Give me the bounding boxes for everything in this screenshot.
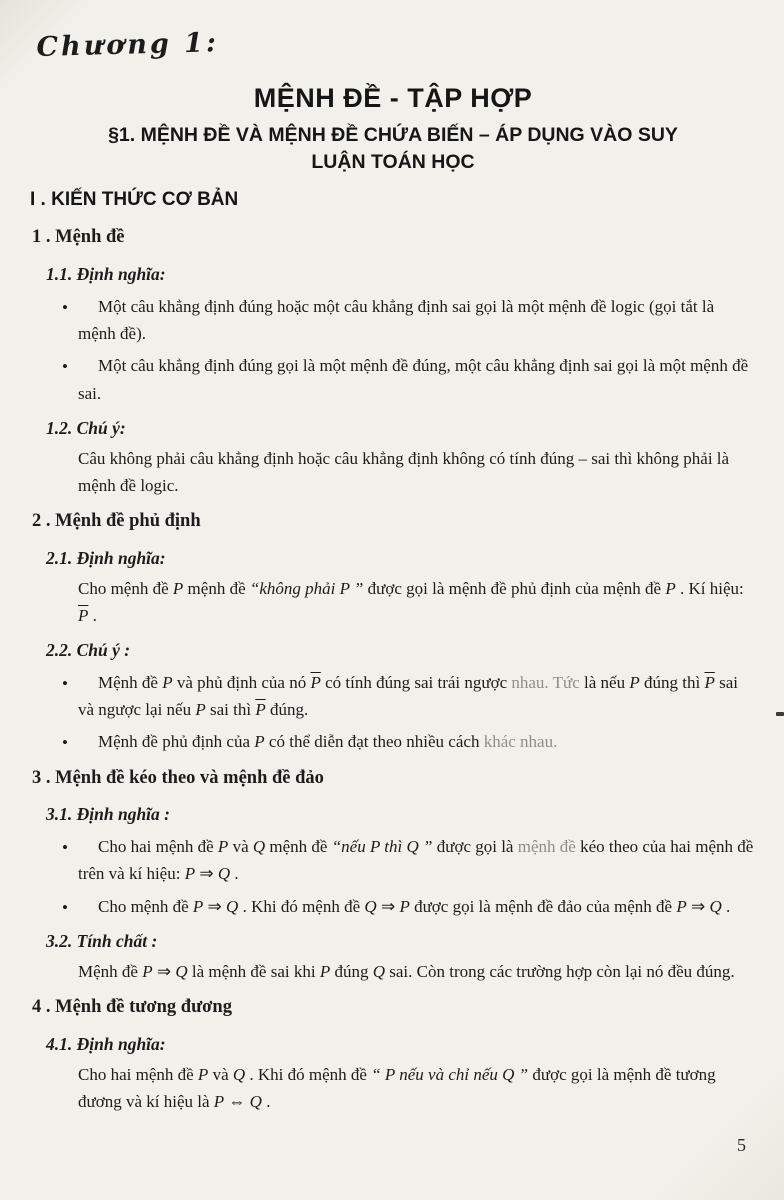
page-title: MỆNH ĐỀ - TẬP HỢP <box>253 83 533 114</box>
subheading-1-2-chu-y: 1.2. Chú ý: <box>46 417 126 438</box>
subheading-2-2-chu-y: 2.2. Chú ý : <box>46 640 131 661</box>
section-title-line1: §1. MỆNH ĐỀ VÀ MỆNH ĐỀ CHỨA BIẾN – ÁP DỤNG VÀO SUY <box>108 124 678 147</box>
heading-4-tuong-duong: 4 . Mệnh đề tương đương <box>32 996 232 1017</box>
bullet-text: Một câu khẳng định đúng gọi là một mệnh đề đúng, một câu khẳng định sai gọi là một mệnh đề sai. <box>78 356 749 403</box>
bullet-dot: • <box>62 897 68 917</box>
paragraph-tinh-chat: Mệnh đề P ⇒ Q là mệnh đề sai khi P đúng Q sai. Còn trong các trường hợp còn lại nó đều đúng. <box>78 961 735 981</box>
scan-mark <box>776 712 784 716</box>
bullet-item-keo-theo <box>30 833 756 887</box>
subheading-2-1-dinh-nghia: 2.1. Định nghĩa: <box>46 547 166 568</box>
bullet-dot: • <box>62 733 68 753</box>
heading-kien-thuc-co-ban: I . KIẾN THỨC CƠ BẢN <box>30 189 239 210</box>
heading-3-keo-theo-dao: 3 . Mệnh đề kéo theo và mệnh đề đảo <box>32 767 324 788</box>
bullet-item-menh-de-dao <box>30 893 756 920</box>
bullet-text: Một câu khẳng định đúng hoặc một câu khẳng định sai gọi là một mệnh đề logic (gọi tắt là mệnh đề). <box>78 296 715 344</box>
chapter-label: Chương 1: <box>36 27 220 63</box>
subheading-3-1-dinh-nghia: 3.1. Định nghĩa : <box>46 804 170 825</box>
bullet-text: Mệnh đề phủ định của P có thể diễn đạt theo nhiều cách khác nhau. <box>98 732 558 752</box>
heading-2-menh-de-phu-dinh: 2 . Mệnh đề phủ định <box>32 511 201 532</box>
bullet-dot: • <box>62 297 68 317</box>
bullet-text: Cho hai mệnh đề P và Q mệnh đề “nếu P thì Q ” được gọi là mệnh đề kéo theo của hai mệnh đề trên và kí hiệu: P ⇒ Q . <box>78 837 754 884</box>
subheading-3-2-tinh-chat: 3.2. Tính chất : <box>46 930 158 951</box>
bullet-text: Cho mệnh đề P ⇒ Q . Khi đó mệnh đề Q ⇒ P được gọi là mệnh đề đảo của mệnh đề P ⇒ Q . <box>98 896 731 916</box>
bullet-dot: • <box>62 357 68 377</box>
section-title-line2: LUẬN TOÁN HỌC <box>311 150 475 173</box>
paragraph-tuong-duong: Cho hai mệnh đề P và Q . Khi đó mệnh đề “ P nếu và chỉ nếu Q ” được gọi là mệnh đề tương đương và kí hiệu là P ⇔ Q . <box>78 1064 716 1111</box>
bullet-item-chu-y-2-2 <box>30 728 756 755</box>
bullet-item-chu-y-2-1 <box>30 669 756 723</box>
bullet-dot: • <box>62 674 68 694</box>
bullet-item-dinh-nghia-1 <box>30 293 756 347</box>
heading-1-menh-de: 1 . Mệnh đề <box>32 227 125 248</box>
paragraph-dinh-nghia-phu-dinh: Cho mệnh đề P mệnh đề “không phải P ” được gọi là mệnh đề phủ định của mệnh đề P . Kí hiệu: $\overline{P}$ . <box>78 578 744 625</box>
subheading-4-1-dinh-nghia: 4.1. Định nghĩa: <box>46 1033 166 1054</box>
bullet-dot: • <box>62 838 68 858</box>
page-number: 5 <box>737 1135 746 1156</box>
subheading-1-1-dinh-nghia: 1.1. Định nghĩa: <box>46 263 166 284</box>
bullet-text: Mệnh đề P và phủ định của nó $\overline{P}$ có tính đúng sai trái ngược nhau. Tức là nếu P đúng thì $\overline{P}$ sai và ngược lại nếu P sai thì $\overline{P}$ đúng. <box>78 673 738 720</box>
paragraph-chu-y-1: Câu không phải câu khẳng định hoặc câu khẳng định không có tính đúng – sai thì không phải là mệnh đề logic. <box>78 448 730 495</box>
section-title <box>30 122 756 175</box>
bullet-item-dinh-nghia-2 <box>30 352 756 406</box>
